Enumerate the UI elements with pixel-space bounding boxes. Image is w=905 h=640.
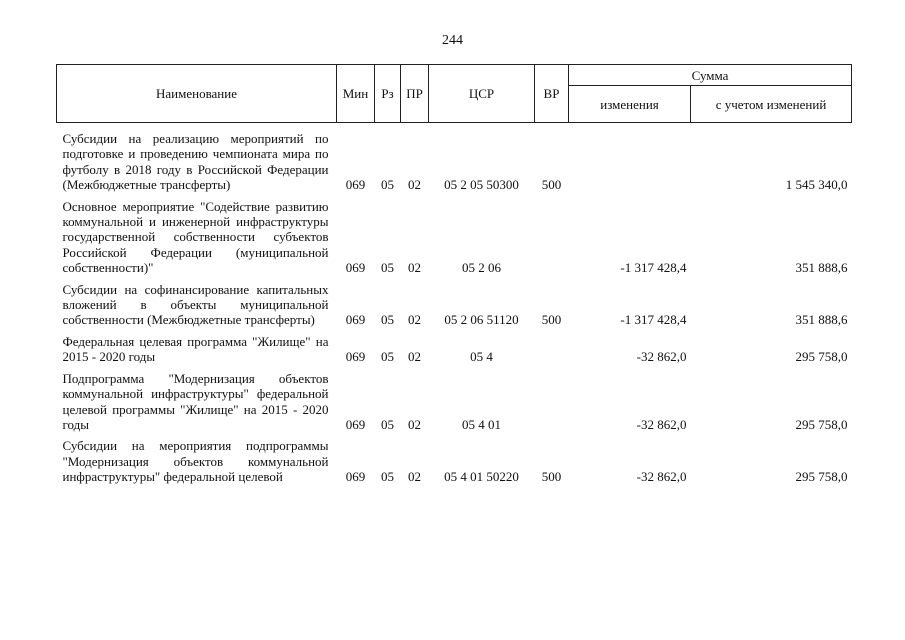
row-min: 069 (345, 260, 366, 276)
page-number: 244 (442, 33, 463, 48)
header-vr: ВР (535, 65, 569, 123)
row-total: 295 758,0 (795, 349, 848, 365)
row-pr: 02 (408, 468, 421, 484)
row-total: 351 888,6 (795, 312, 848, 328)
row-min: 069 (345, 312, 366, 328)
table-row (57, 199, 852, 282)
row-change: -1 317 428,4 (620, 312, 687, 328)
budget-table (56, 64, 852, 484)
row-change (569, 123, 691, 199)
row-total: 1 545 340,0 (785, 177, 848, 193)
row-min: 069 (345, 349, 366, 365)
row-vr: 500 (541, 312, 562, 328)
row-csr: 05 2 05 50300 (444, 177, 519, 193)
header-min: Мин (337, 65, 375, 123)
row-min: 069 (345, 468, 366, 484)
row-total: 295 758,0 (795, 416, 848, 432)
row-min: 069 (345, 177, 366, 193)
row-csr: 05 2 06 (462, 260, 501, 276)
row-total: 295 758,0 (795, 468, 848, 484)
row-vr: 500 (541, 177, 562, 193)
row-pr: 02 (408, 177, 421, 193)
table-row (57, 334, 852, 371)
header-name: Наименование (57, 65, 337, 123)
row-total: 351 888,6 (795, 260, 848, 276)
row-pr: 02 (408, 260, 421, 276)
row-rz: 05 (381, 349, 394, 365)
table-row (57, 123, 852, 199)
header-change: изменения (569, 86, 691, 123)
row-change: -32 862,0 (636, 349, 687, 365)
row-pr: 02 (408, 312, 421, 328)
row-vr (535, 334, 569, 371)
row-name (57, 438, 337, 484)
header-rz: Рз (375, 65, 401, 123)
table-row (57, 282, 852, 334)
table-row (57, 371, 852, 439)
row-name: Основное мероприятие "Содействие развитию коммунальной и инженерной инфраструктуры государственной собственности субъектов Российской Федерации (муниципальной собственности)" (62, 198, 329, 276)
row-name: Субсидии на софинансирование капитальных вложений в объекты муниципальной собственности (Межбюджетные трансферты) (62, 281, 329, 328)
row-vr (535, 371, 569, 439)
row-min: 069 (345, 416, 366, 432)
row-pr: 02 (408, 416, 421, 432)
row-change: -32 862,0 (636, 416, 687, 432)
row-name-text: Субсидии на мероприятия подпрограммы "Модернизация объектов коммунальной инфраструктуры" федеральной целевой (62, 438, 329, 485)
row-rz: 05 (381, 177, 394, 193)
row-rz: 05 (381, 416, 394, 432)
row-vr (535, 199, 569, 282)
row-name: Субсидии на реализацию мероприятий по подготовке и проведению чемпионата мира по футболу в 2018 году в Российской Федерации (Межбюджетные трансферты) (62, 131, 329, 193)
row-pr: 02 (408, 349, 421, 365)
row-rz: 05 (381, 468, 394, 484)
row-csr: 05 4 (470, 349, 493, 365)
header-pr: ПР (401, 65, 429, 123)
row-csr: 05 2 06 51120 (444, 312, 519, 328)
row-change: -1 317 428,4 (620, 260, 687, 276)
table-row (57, 438, 852, 484)
header-with-changes: с учетом изменений (691, 86, 852, 123)
row-csr: 05 4 01 50220 (444, 468, 519, 484)
header-sum: Сумма (569, 65, 852, 86)
row-name: Федеральная целевая программа "Жилище" на 2015 - 2020 годы (62, 333, 329, 365)
row-rz: 05 (381, 260, 394, 276)
row-vr: 500 (541, 468, 562, 484)
row-name: Подпрограмма "Модернизация объектов коммунальной инфраструктуры" федеральной целевой программы "Жилище" на 2015 - 2020 годы (62, 370, 329, 432)
header-csr: ЦСР (429, 65, 535, 123)
row-rz: 05 (381, 312, 394, 328)
row-csr: 05 4 01 (462, 416, 501, 432)
row-change: -32 862,0 (636, 468, 687, 484)
